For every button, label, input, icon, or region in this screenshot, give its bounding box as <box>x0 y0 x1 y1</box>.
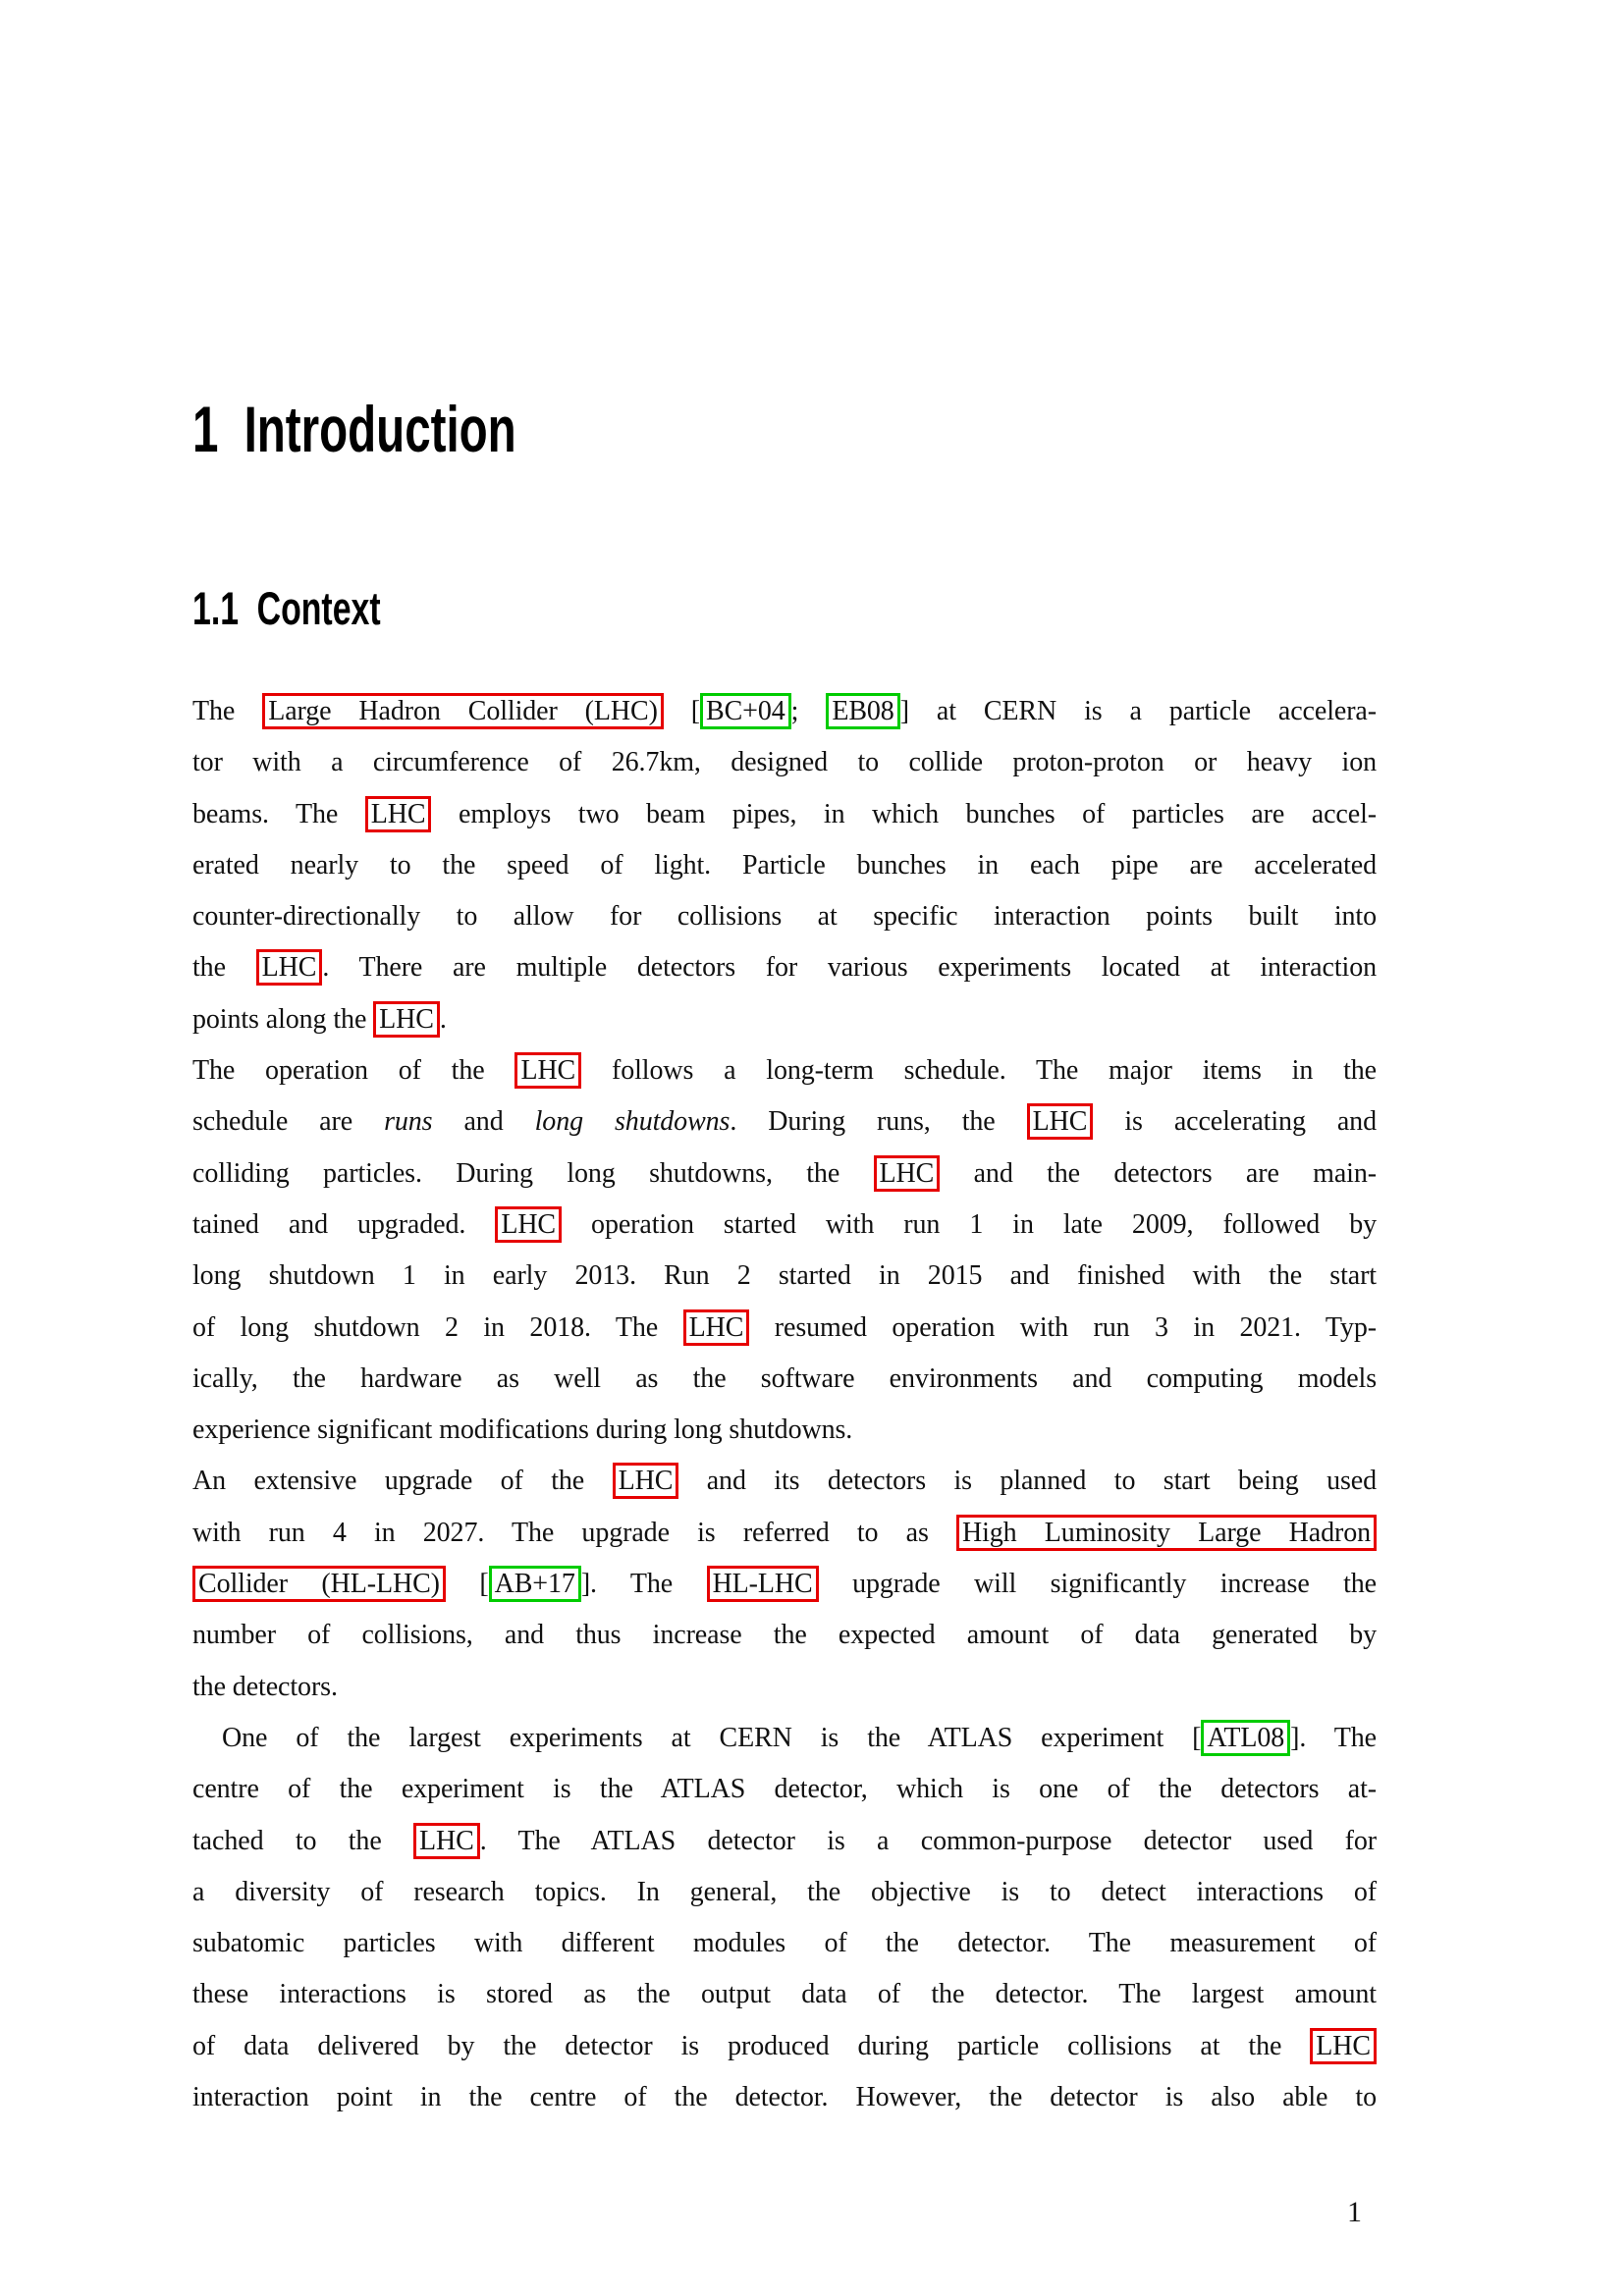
body-text: subatomic particles with different modules of the detector. The measurement of <box>192 1928 1377 1959</box>
text-line <box>192 1662 1377 1713</box>
body-text: centre of the experiment is the ATLAS detector, which is one of the detectors at- <box>192 1774 1377 1805</box>
body-text: and the detectors are main- <box>940 1157 1377 1189</box>
internal-link[interactable]: LHC <box>373 1001 440 1038</box>
body-text: ]. The <box>580 1569 707 1600</box>
body-text: upgrade will significantly increase the <box>818 1569 1377 1600</box>
body-text: An extensive upgrade of the <box>192 1466 613 1497</box>
body-text: ically, the hardware as well as the software environments and computing models <box>192 1362 1377 1394</box>
section-number: 1.1 <box>192 582 240 634</box>
text-line <box>192 994 1377 1045</box>
body-text: counter-directionally to allow for collisions at specific interaction points built into <box>192 901 1377 933</box>
body-text: these interactions is stored as the output data of the detector. The largest amount <box>192 1979 1377 2010</box>
text-line <box>192 1918 1377 1969</box>
text-line <box>192 1764 1377 1815</box>
chapter-number: 1 <box>192 393 219 465</box>
text-line <box>192 840 1377 891</box>
internal-link[interactable]: LHC <box>365 796 432 832</box>
text-line <box>192 1354 1377 1405</box>
text-line <box>192 1713 1377 1764</box>
body-text: The <box>192 696 263 726</box>
emphasis-text: runs <box>384 1106 433 1138</box>
text-line <box>192 1405 1377 1456</box>
internal-link[interactable]: LHC <box>1027 1103 1094 1140</box>
body-text: and <box>432 1106 535 1138</box>
body-text: employs two beam pipes, in which bunches of particles are accel- <box>431 798 1377 829</box>
body-text: The operation of the <box>192 1055 515 1087</box>
body-text: the <box>192 952 256 984</box>
body-text: . The ATLAS detector is a common-purpose detector used for <box>479 1825 1378 1856</box>
body-text: number of collisions, and thus increase the expected amount of data generated by <box>192 1620 1377 1651</box>
body-text: beams. The <box>192 798 365 829</box>
text-line <box>192 1456 1377 1507</box>
internal-link[interactable]: LHC <box>514 1052 581 1089</box>
body-text: [ <box>445 1569 489 1600</box>
text-line <box>192 891 1377 942</box>
body-text: interaction point in the centre of the detector. However, the detector is also able to <box>192 2082 1377 2113</box>
internal-link[interactable]: Large Hadron Collider (LHC) <box>262 693 664 729</box>
text-line <box>192 1610 1377 1661</box>
emphasis-text: long shutdowns <box>534 1106 731 1138</box>
text-line <box>192 1303 1377 1354</box>
internal-link[interactable]: LHC <box>683 1309 750 1346</box>
body-text: erated nearly to the speed of light. Particle bunches in each pipe are accelerated <box>192 849 1377 881</box>
text-line <box>192 1096 1377 1148</box>
body-text: tached to the <box>192 1825 414 1856</box>
internal-link[interactable]: Collider (HL-LHC) <box>192 1566 446 1602</box>
internal-link[interactable]: LHC <box>613 1463 679 1499</box>
internal-link[interactable]: HL-LHC <box>707 1566 819 1602</box>
text-line <box>192 2072 1377 2123</box>
text-line <box>192 789 1377 840</box>
section-heading <box>192 582 454 634</box>
internal-link[interactable]: LHC <box>256 949 323 986</box>
body-text: long shutdown 1 in early 2013. Run 2 started in 2015 and finished with the start <box>192 1260 1377 1292</box>
body-text: resumed operation with run 3 in 2021. Typ- <box>749 1311 1377 1343</box>
body-text: ] at CERN is a particle accelera- <box>899 696 1377 726</box>
text-line <box>192 1969 1377 2020</box>
text-line <box>192 686 1377 737</box>
text-line <box>192 1559 1377 1610</box>
internal-link[interactable]: LHC <box>874 1155 941 1192</box>
internal-link[interactable]: High Luminosity Large Hadron <box>956 1515 1377 1551</box>
body-text: operation started with run 1 in late 2009, followed by <box>562 1208 1378 1240</box>
body-text: . During runs, the <box>730 1106 1027 1138</box>
body-text: a diversity of research topics. In general, the objective is to detect interactions of <box>192 1876 1377 1907</box>
text-line <box>192 942 1377 993</box>
body-text: is accelerating and <box>1093 1106 1377 1138</box>
body-text: ; <box>790 696 827 726</box>
text-line <box>192 737 1377 788</box>
body-text: . There are multiple detectors for various experiments located at interaction <box>322 952 1377 984</box>
page-number: 1 <box>1347 2196 1362 2228</box>
body-text: . <box>439 1003 447 1035</box>
internal-link[interactable]: LHC <box>495 1206 562 1243</box>
body-text: of long shutdown 2 in 2018. The <box>192 1311 683 1343</box>
body-text: schedule are <box>192 1106 385 1138</box>
body-text: ]. The <box>1290 1722 1378 1753</box>
body-text: the detectors. <box>192 1671 338 1702</box>
body-text: with run 4 in 2027. The upgrade is referred to as <box>192 1517 956 1548</box>
body-text: of data delivered by the detector is produced during particle collisions at the <box>192 2030 1311 2061</box>
text-line <box>192 1251 1377 1302</box>
text-line <box>192 1045 1377 1096</box>
body-text: colliding particles. During long shutdowns, the <box>192 1157 874 1189</box>
text-line <box>192 2021 1377 2072</box>
citation-link[interactable]: AB+17 <box>489 1566 581 1602</box>
body-text: and its detectors is planned to start being used <box>678 1466 1378 1497</box>
text-line <box>192 1148 1377 1200</box>
internal-link[interactable]: LHC <box>413 1823 480 1859</box>
section-title: Context <box>256 582 381 634</box>
chapter-heading <box>192 393 642 465</box>
body-text: One of the largest experiments at CERN is the ATLAS experiment [ <box>222 1722 1202 1753</box>
text-line <box>192 1200 1377 1251</box>
text-line <box>192 1816 1377 1867</box>
body-text: points along the <box>192 1003 374 1035</box>
internal-link[interactable]: LHC <box>1310 2028 1377 2064</box>
body-text: tor with a circumference of 26.7km, designed to collide proton-proton or heavy ion <box>192 747 1377 778</box>
body-text: follows a long-term schedule. The major items in the <box>581 1055 1377 1087</box>
body-text: [ <box>663 696 701 726</box>
citation-link[interactable]: ATL08 <box>1201 1720 1290 1756</box>
citation-link[interactable]: BC+04 <box>700 693 791 729</box>
text-line <box>192 1867 1377 1918</box>
body-text: experience significant modifications during long shutdowns. <box>192 1415 853 1446</box>
citation-link[interactable]: EB08 <box>826 693 899 729</box>
text-line <box>192 1508 1377 1559</box>
body-text: tained and upgraded. <box>192 1208 496 1240</box>
body-text-block <box>192 686 1377 2123</box>
chapter-title: Introduction <box>244 393 516 465</box>
